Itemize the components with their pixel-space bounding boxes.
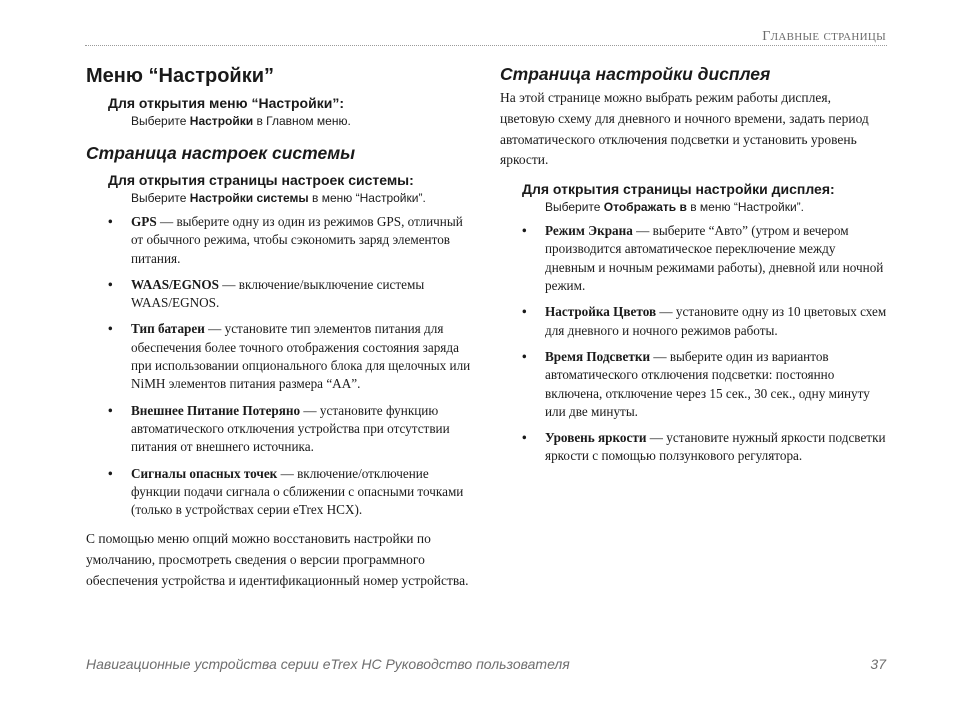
display-open-heading: Для открытия страницы настройки дисплея: [522, 181, 835, 198]
section-header-initial: Г [762, 29, 771, 44]
list-item [86, 276, 472, 313]
bullet-dot: • [522, 223, 527, 239]
list-item-text: — установите тип элементов питания для обеспечения более точного отображения состояния заряда при использовании опционального блока для щелочных или NiMH элементов питания размера “AA”. [131, 321, 471, 392]
display-open-step-post: в меню “Настройки”. [686, 200, 804, 215]
bullet-dot: • [108, 214, 113, 229]
section-header [762, 28, 886, 45]
list-item-term: GPS [131, 214, 157, 229]
system-settings-title: Страница настроек системы [86, 143, 356, 163]
list-item-text: — установите одну из 10 цветовых схем для дневного и ночного режимов работы. [545, 304, 887, 338]
open-menu-step-post: в Главном меню. [253, 114, 351, 128]
left-column [86, 62, 472, 592]
open-menu-step-pre: Выберите [131, 114, 190, 128]
page-number: 37 [870, 656, 886, 672]
bullet-dot: • [108, 402, 113, 418]
system-open-step-post: в меню “Настройки”. [308, 191, 426, 205]
system-open-heading: Для открытия страницы настроек системы: [108, 172, 414, 188]
right-column [500, 62, 888, 466]
bullet-dot: • [522, 430, 527, 446]
header-divider [85, 45, 887, 46]
bullet-dot: • [522, 304, 527, 320]
list-item [500, 222, 888, 295]
display-open-step-pre: Выберите [545, 200, 604, 215]
list-item-text: — установите функцию автоматического отключения устройства при отсутствии питания от внешнего источника. [131, 402, 450, 455]
list-item [500, 348, 888, 421]
bullet-dot: • [108, 321, 113, 337]
display-settings-list [500, 222, 888, 466]
display-settings-title: Страница настройки дисплея [500, 64, 771, 84]
bullet-dot: • [108, 465, 113, 481]
list-item-text: — выберите один из вариантов автоматического отключения подсветки: постоянно включена, отключение через 15 сек., 30 сек., одну минуту или две минуты. [545, 348, 870, 419]
open-menu-step [86, 113, 472, 130]
list-item-term: Внешнее Питание Потеряно [131, 402, 301, 418]
list-item-term: Настройка Цветов [545, 304, 657, 320]
list-item [86, 213, 472, 268]
system-open-step-pre: Выберите [131, 191, 190, 205]
list-item-text: — выберите “Авто” (утром и вечером производится автоматическое переключение между дневным и ночным режимами работы), дневной или ночной режим. [545, 223, 884, 294]
list-item [86, 465, 472, 520]
system-settings-list [86, 213, 472, 519]
open-menu-heading: Для открытия меню “Настройки”: [108, 95, 344, 111]
list-item-term: Сигналы опасных точек [131, 465, 278, 481]
list-item-term: Режим Экрана [545, 223, 633, 239]
list-item-text: — включение/отключение функции подачи сигнала о сближении с опасными точками (только в устройствах серии eTrex HCX). [131, 465, 464, 518]
list-item-text: — установите нужный яркости подсветки яркости с помощью ползункового регулятора. [545, 430, 886, 464]
list-item-text: — включение/выключение системы WAAS/EGNOS. [131, 276, 425, 311]
display-open-step [500, 199, 888, 216]
list-item [86, 320, 472, 393]
display-intro-paragraph: На этой странице можно выбрать режим работы дисплея, цветовую схему для дневного и ночного времени, задать период автоматического отключения подсветки и установить уровень яркости. [500, 90, 869, 168]
list-item-text: — выберите одну из один из режимов GPS, отличный от обычного режима, чтобы сэкономить заряд элементов питания. [131, 214, 463, 266]
bullet-dot: • [108, 276, 113, 292]
list-item-term: WAAS/EGNOS [131, 276, 219, 292]
list-item-term: Тип батареи [131, 321, 205, 337]
footer-manual-title: Навигационные устройства серии eTrex HC Руководство пользователя [86, 656, 570, 672]
system-open-step-bold: Настройки системы [189, 191, 309, 205]
options-paragraph: С помощью меню опций можно восстановить настройки по умолчанию, просмотреть сведения о версии программного обеспечения устройства и идентификационный номер устройства. [86, 531, 469, 589]
list-item-term: Время Подсветки [545, 348, 651, 364]
list-item [500, 429, 888, 466]
system-open-step [86, 190, 472, 207]
section-header-rest: лавные страницы [770, 28, 886, 44]
list-item [86, 402, 472, 457]
list-item [500, 303, 888, 340]
settings-menu-title: Меню “Настройки” [86, 65, 275, 87]
bullet-dot: • [522, 348, 527, 364]
display-open-step-bold: Отображать в [603, 200, 687, 215]
list-item-term: Уровень яркости [545, 430, 647, 446]
open-menu-step-bold: Настройки [189, 114, 254, 128]
